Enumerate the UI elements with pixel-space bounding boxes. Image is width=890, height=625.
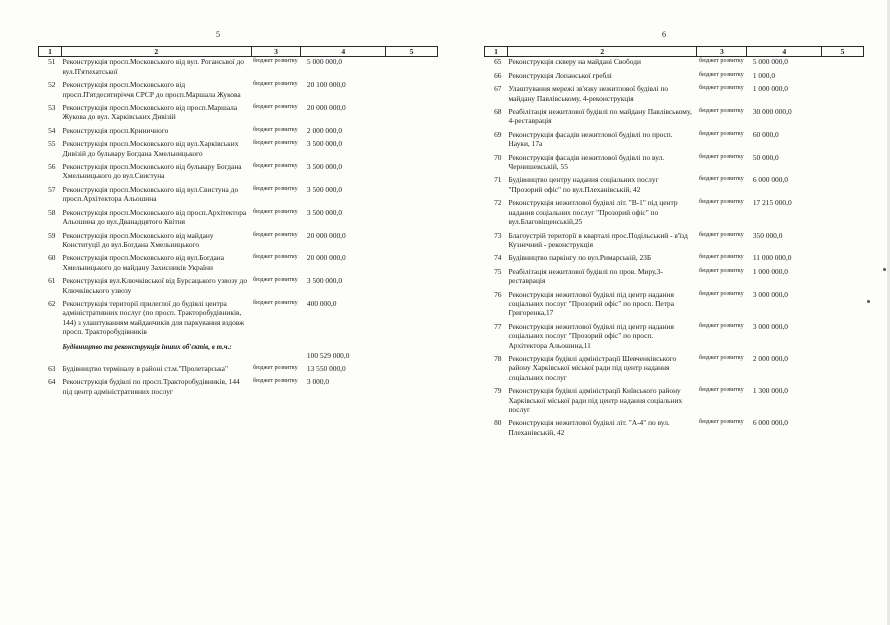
funding-type: бюджет розвитку <box>253 185 298 192</box>
row-number: 77 <box>494 321 502 331</box>
table-row <box>39 103 438 122</box>
table-row <box>485 198 864 226</box>
funding-type: бюджет розвитку <box>698 354 744 361</box>
table-row <box>39 126 438 135</box>
page-number: 5 <box>216 30 220 39</box>
column-header: 5 <box>386 47 438 57</box>
row-number: 72 <box>494 198 502 208</box>
project-name: Реконструкція будівлі адміністрації Київського району Харківської міської ради під центр надання соціальних послуг <box>508 386 683 414</box>
right-rows <box>485 57 864 437</box>
table-row <box>39 231 438 250</box>
project-name: Реконструкція нежитлової будівлі під центр надання соціальних послуг "Прозорий офіс" по просп. Архітектора Альошина,11 <box>508 321 674 350</box>
row-number: 73 <box>494 230 502 240</box>
row-number: 80 <box>494 418 502 428</box>
project-name: Реконструкція просп.Московського від просп.Архітектора Альошина до вул.Дванадцятого Квітня <box>62 207 247 227</box>
scan-speck <box>883 268 886 271</box>
amount: 5 000 000,0 <box>752 57 788 67</box>
amount: 3 500 000,0 <box>306 276 343 286</box>
row-number: 62 <box>48 298 56 308</box>
row-number: 57 <box>48 184 56 194</box>
project-name: Реабілітація нежитлової будівлі по пров. Миру,3-реставрація <box>508 266 663 286</box>
amount: 20 000 000,0 <box>306 103 346 113</box>
row-number: 59 <box>48 230 56 240</box>
column-header: 3 <box>697 47 747 57</box>
amount: 20 000 000,0 <box>306 253 346 263</box>
left-rows <box>39 57 438 396</box>
row-number: 63 <box>48 363 56 373</box>
amount: 3 000,0 <box>306 377 330 387</box>
project-name: Реконструкція просп.Московського від вул. Рогансьвої до вул.П'ятихатської <box>62 57 244 76</box>
funding-type: бюджет розвитку <box>698 387 744 394</box>
funding-type: бюджет розвитку <box>698 199 744 206</box>
funding-type: бюджет розвитку <box>698 322 744 329</box>
row-number: 64 <box>48 377 56 387</box>
row-number: 74 <box>494 253 502 263</box>
row-number: 58 <box>48 207 56 217</box>
amount: 6 000 000,0 <box>752 175 788 185</box>
project-name: Реконструкція просп.Московського від майдану Конституції до вул.Богдана Хмельницького <box>62 230 214 249</box>
column-header: 2 <box>507 47 697 57</box>
amount: 1 000 000,0 <box>752 266 788 276</box>
amount: 3 500 000,0 <box>306 139 343 149</box>
row-number: 78 <box>494 353 502 363</box>
funding-type: бюджет розвитку <box>253 81 298 88</box>
row-number: 55 <box>48 139 56 149</box>
amount: 20 100 000,0 <box>306 80 346 90</box>
column-header: 4 <box>301 47 386 57</box>
funding-type: бюджет розвитку <box>698 267 744 274</box>
project-name: Реконструкція нежитлової будівлі під центр надання соціальних послуг "Прозорий офіс" по просп. Петра Григоренка,17 <box>508 289 674 318</box>
amount: 13 550 000,0 <box>306 363 346 373</box>
project-name: Реконструкція просп.Московського від вул.Богдана Хмельницького до майдану Захисників України <box>62 253 224 272</box>
table-row <box>39 162 438 181</box>
amount: 50 000,0 <box>752 152 779 162</box>
amount: 3 500 000,0 <box>306 162 343 172</box>
row-number: 69 <box>494 129 502 139</box>
project-name: Реконструкція нежитлової будівлі літ. "В-1" під центр надання соціальних послуг "Прозорий офіс" по вул.Благовіщенській,25 <box>508 198 678 227</box>
funding-type: бюджет розвитку <box>253 231 298 238</box>
table-row <box>39 57 438 76</box>
row-number: 67 <box>494 84 502 94</box>
project-name: Будівництво паркінгу по вул.Римарській, 23Б <box>508 253 652 263</box>
section-row <box>39 337 438 360</box>
funding-type: бюджет розвитку <box>698 290 744 297</box>
row-number <box>39 337 62 360</box>
table-row <box>485 418 864 437</box>
amount: 60 000,0 <box>752 129 779 139</box>
table-row <box>485 57 864 67</box>
project-name: Реконструкція будівлі по просп.Тракторобудівників, 144 під центр адміністративних послуг <box>62 377 240 396</box>
project-name: Будівництво терміналу в районі ст.м."Пролетарська" <box>62 363 228 373</box>
column-header: 4 <box>747 47 822 57</box>
amount: 6 000 000,0 <box>752 418 788 428</box>
amount: 2 000 000,0 <box>752 353 788 363</box>
table-row <box>39 276 438 295</box>
row-number: 51 <box>48 57 56 67</box>
scan-speck <box>867 300 870 303</box>
funding-type: бюджет розвитку <box>253 277 298 284</box>
table-row <box>39 80 438 99</box>
amount: 400 000,0 <box>306 298 337 308</box>
amount: 20 000 000,0 <box>306 230 346 240</box>
row-number: 61 <box>48 276 56 286</box>
row-number: 70 <box>494 152 502 162</box>
header-row <box>485 47 864 57</box>
project-name: Реконструкція скверу на майдані Свободи <box>508 57 641 67</box>
funding-type: бюджет розвитку <box>253 58 298 65</box>
table-row <box>485 175 864 194</box>
row-number: 76 <box>494 289 502 299</box>
row-number: 68 <box>494 107 502 117</box>
funding-type: бюджет розвитку <box>253 140 298 147</box>
row-number: 66 <box>494 70 502 80</box>
funding-type: бюджет розвитку <box>698 58 744 65</box>
project-name: Реконструкція вул.Ключківської від Бурсацького узвозу до Ключківського узвозу <box>62 276 248 295</box>
funding-type: бюджет розвитку <box>698 85 744 92</box>
funding-type: бюджет розвитку <box>253 299 298 306</box>
row-number: 65 <box>494 57 502 67</box>
project-name: Будівництво центру надання соціальних послуг "Прозорий офіс" по вул.Плеханівській, 42 <box>508 175 659 194</box>
funding-type: бюджет розвитку <box>698 254 744 261</box>
project-name: Благоустрій території в кварталі прос.Подільський - в'їзд Кузнечний - реконструкція <box>508 230 688 249</box>
column-header: 3 <box>251 47 301 57</box>
column-header: 1 <box>485 47 508 57</box>
amount: 30 000 000,0 <box>752 107 792 117</box>
amount: 11 000 000,0 <box>752 253 792 263</box>
amount: 3 500 000,0 <box>306 184 343 194</box>
funding-type: бюджет розвитку <box>253 126 298 133</box>
table-row <box>485 107 864 126</box>
table-row <box>39 208 438 227</box>
amount: 3 000 000,0 <box>752 321 788 331</box>
project-name: Реконструкція нежитлової будівлі літ. "А-4" по вул. Плеханівській, 42 <box>508 418 670 437</box>
table-row <box>485 84 864 103</box>
funding-type: бюджет розвитку <box>253 378 298 385</box>
column-header: 2 <box>61 47 251 57</box>
row-number: 56 <box>48 162 56 172</box>
amount: 2 000 000,0 <box>306 125 343 135</box>
project-name: Реконструкція фасадів нежитлової будівлі по просп. Науки, 17а <box>508 129 673 149</box>
table-row <box>39 299 438 337</box>
project-name: Реконструкція просп.Московського від вул.Харківських Дивізій до бульвару Богдана Хмельницького <box>62 139 239 158</box>
project-name: Реконструкція просп.Московського від вул.Свистуна до просп.Архітектора Альошина <box>62 184 239 204</box>
project-name: Реконструкція Лопанської греблі <box>508 70 612 80</box>
amount: 1 300 000,0 <box>752 386 788 396</box>
table-row <box>39 253 438 272</box>
funding-type: бюджет розвитку <box>698 231 744 238</box>
row-number: 60 <box>48 253 56 263</box>
funding-type: бюджет розвитку <box>698 419 744 426</box>
amount: 1 000 000,0 <box>752 84 788 94</box>
row-number: 79 <box>494 386 502 396</box>
table-row <box>485 267 864 286</box>
table-row <box>485 253 864 262</box>
row-number: 52 <box>48 80 56 90</box>
funding-type: бюджет розвитку <box>253 254 298 261</box>
table-row <box>485 322 864 350</box>
page-number: 6 <box>662 30 666 39</box>
budget-table-right <box>484 46 864 437</box>
header-row <box>39 47 438 57</box>
table-row <box>485 354 864 382</box>
row-number: 75 <box>494 266 502 276</box>
funding-type: бюджет розвитку <box>698 71 744 78</box>
row-number: 53 <box>48 103 56 113</box>
table-row <box>485 290 864 318</box>
funding-type: бюджет розвитку <box>698 130 744 137</box>
project-name: Реабілітація нежитлової будівлі по майдану Павлівському, 4-реставрація <box>508 107 692 126</box>
amount: 3 000 000,0 <box>752 289 788 299</box>
funding-type: бюджет розвитку <box>253 163 298 170</box>
table-row <box>39 185 438 204</box>
funding-type: бюджет розвитку <box>253 364 298 371</box>
section-title: Будівництво та реконструкція інших об'єктів, в т.ч.: <box>62 342 232 351</box>
funding-type <box>251 337 301 360</box>
project-name: Реконструкція просп.Московського від бульвару Богдана Хмельницького до вул.Свистуна <box>62 162 242 181</box>
amount: 5 000 000,0 <box>306 57 343 67</box>
table-row <box>39 364 438 373</box>
table-row <box>485 231 864 250</box>
column-header: 5 <box>822 47 864 57</box>
table-row <box>485 386 864 414</box>
amount: 17 215 000,0 <box>752 198 792 208</box>
table-row <box>485 153 864 172</box>
row-number: 71 <box>494 175 502 185</box>
funding-type: бюджет розвитку <box>253 104 298 111</box>
project-name: Реконструкція території прилеглої до будівлі центра адміністративних послуг (по просп. Тракторобудівників, 144) з улаштуванням майданчиків для паркування вздовж просп. Тракторобудівників <box>62 298 245 337</box>
row-number: 54 <box>48 125 56 135</box>
table-row <box>39 139 438 158</box>
project-name: Улаштування мережі зв'язку нежитлової будівлі по майдану Павлівському, 4-реконструкція <box>508 84 669 103</box>
table-row <box>485 71 864 80</box>
project-name: Реконструкція просп.Криничного <box>62 125 169 135</box>
funding-type: бюджет розвитку <box>698 108 744 115</box>
funding-type: бюджет розвитку <box>698 176 744 183</box>
section-total: 100 529 000,0 <box>306 350 350 360</box>
project-name: Реконструкція просп.Московського від просп.Маршала Жукова до вул. Харківських Дивізій <box>62 103 238 122</box>
funding-type: бюджет розвитку <box>698 153 744 160</box>
amount: 3 500 000,0 <box>306 207 343 217</box>
funding-type: бюджет розвитку <box>253 208 298 215</box>
table-row <box>39 377 438 396</box>
project-name: Реконструкція фасадів нежитлової будівлі по вул. Чернишевській, 55 <box>508 152 665 172</box>
amount: 1 000,0 <box>752 70 776 80</box>
budget-table-left <box>38 46 438 396</box>
project-name: Реконструкція будівлі адміністрації Шевченківського району Харківської міської ради під центр надання соціальних послуг <box>508 353 677 382</box>
column-header: 1 <box>39 47 62 57</box>
project-name: Реконструкція просп.Московського від просп.П'ятдесятиріччя СРСР до просп.Маршала Жукова <box>62 80 241 99</box>
amount: 350 000,0 <box>752 230 783 240</box>
table-row <box>485 130 864 149</box>
